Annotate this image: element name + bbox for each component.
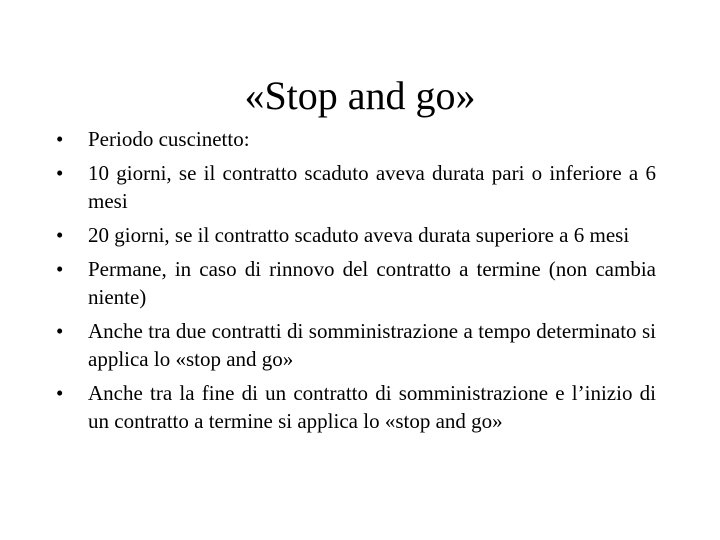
slide-title: «Stop and go»: [244, 73, 476, 118]
bullet-dot: •: [56, 127, 64, 151]
bullet-text-3: 20 giorni, se il contratto scaduto aveva durata superiore a 6 mesi: [88, 223, 630, 247]
bullet-item-1: [56, 125, 656, 153]
bullet-item-2: [56, 159, 656, 215]
bullet-dot: •: [56, 319, 64, 343]
bullet-text-2: 10 giorni, se il contratto scaduto aveva durata pari o inferiore a 6 mesi: [88, 161, 656, 213]
bullet-text-6: Anche tra la fine di un contratto di somministrazione e l’inizio di un contratto a termine si applica lo «stop and go»: [88, 381, 656, 433]
bullet-item-6: [56, 379, 656, 435]
bullet-text-5: Anche tra due contratti di somministrazione a tempo determinato si applica lo «stop and go»: [88, 319, 656, 371]
bullet-dot: •: [56, 161, 64, 185]
bullet-item-3: [56, 221, 656, 249]
bullet-dot: •: [56, 257, 64, 281]
bullet-item-5: [56, 317, 656, 373]
bullet-text-1: Periodo cuscinetto:: [88, 127, 250, 151]
bullet-item-4: [56, 255, 656, 311]
bullet-dot: •: [56, 223, 64, 247]
bullet-text-4: Permane, in caso di rinnovo del contratto a termine (non cambia niente): [88, 257, 656, 309]
bullet-dot: •: [56, 381, 64, 405]
bullet-list: [56, 125, 656, 441]
